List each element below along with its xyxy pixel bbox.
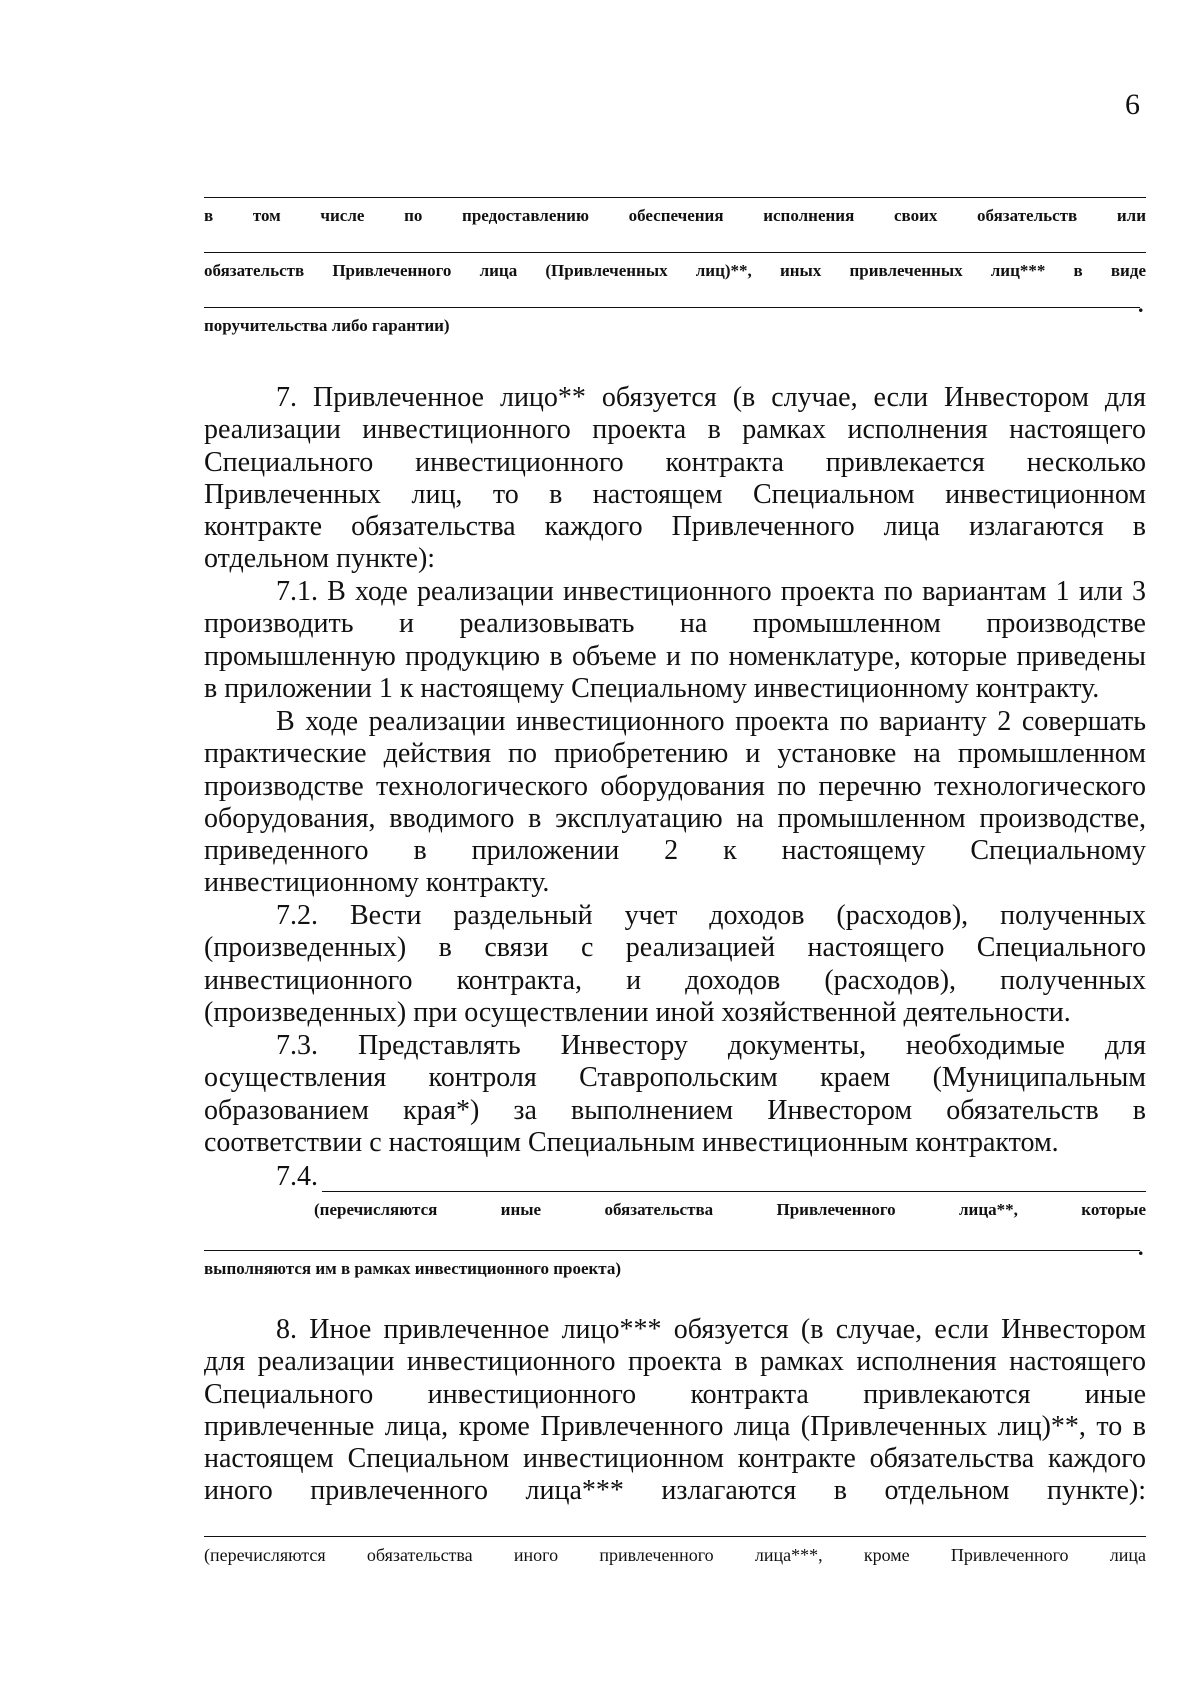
- text-line: инвестиционному контракту.: [204, 867, 550, 899]
- text-line: соответствии с настоящим Специальным инвестиционным контрактом.: [204, 1126, 1059, 1158]
- text-line: (произведенных) при осуществлении иной хозяйственной деятельности.: [204, 996, 1071, 1028]
- text-line: реализации инвестиционного проекта в рамках исполнения настоящего: [204, 414, 1146, 446]
- blank-rule: [204, 307, 1140, 308]
- text-line: практические действия по приобретению и установке на промышленном: [204, 738, 1146, 770]
- text-line: образованием края*) за выполнением Инвестором обязательств в: [204, 1094, 1146, 1126]
- footnote-line: поручительства либо гарантии): [204, 316, 450, 335]
- text-line: 7.1. В ходе реализации инвестиционного проекта по вариантам 1 или 3: [276, 576, 1146, 607]
- text-line: осуществления контроля Ставропольским краем (Муниципальным: [204, 1062, 1146, 1094]
- clause-8: [204, 1314, 1146, 1508]
- fill-line-3: [204, 307, 1146, 338]
- fill-line-5: [204, 1536, 1146, 1567]
- text-line: привлеченные лица, кроме Привлеченного лица (Привлеченных лиц)**, то в: [204, 1410, 1146, 1442]
- fill-line-2: [204, 252, 1146, 283]
- page-number: 6: [1125, 88, 1140, 121]
- clause-7-4-label: 7.4.: [276, 1161, 318, 1192]
- text-line: 7.2. Вести раздельный учет доходов (расходов), полученных: [276, 900, 1146, 931]
- clause-7-3: [204, 1030, 1146, 1159]
- blank-rule: [204, 252, 1146, 253]
- text-line: контракте обязательства каждого Привлеченного лица излагаются в: [204, 511, 1146, 543]
- text-line: иного привлеченного лица*** излагаются в отдельном пункте):: [204, 1475, 1146, 1507]
- footnote-line: (перечисляются обязательства иного привлеченного лица***, кроме Привлеченного лица: [204, 1545, 1146, 1565]
- text-line: производить и реализовывать на промышленном производстве: [204, 608, 1146, 640]
- clause-7-4-note: [314, 1194, 1146, 1222]
- footnote-line: обязательств Привлеченного лица (Привлеченных лиц)**, иных привлеченных лиц*** в виде: [204, 261, 1146, 280]
- fill-line-4: [204, 1250, 1146, 1281]
- line-end-dot: .: [1138, 292, 1144, 317]
- blank-rule: [322, 1191, 1146, 1192]
- text-line: оборудования, вводимого в эксплуатацию на промышленном производстве,: [204, 802, 1146, 834]
- text-line: 8. Иное привлеченное лицо*** обязуется (в случае, если Инвестором: [276, 1314, 1146, 1345]
- footnote-line: выполняются им в рамках инвестиционного проекта): [204, 1259, 621, 1278]
- clause-7-2: [204, 900, 1146, 1029]
- line-end-dot: .: [1138, 1235, 1144, 1260]
- text-line: Специального инвестиционного контракта привлекаются иные: [204, 1378, 1146, 1410]
- text-line: В ходе реализации инвестиционного проекта по варианту 2 совершать: [276, 706, 1146, 737]
- text-line: настоящем Специальном инвестиционном контракте обязательства каждого: [204, 1443, 1146, 1475]
- text-line: отдельном пункте):: [204, 543, 436, 575]
- text-line: приведенного в приложении 2 к настоящему Специальному: [204, 835, 1146, 867]
- text-line: 7.3. Представлять Инвестору документы, необходимые для: [276, 1030, 1146, 1061]
- clause-7: [204, 382, 1146, 576]
- text-line: промышленную продукцию в объеме и по номенклатуре, которые приведены: [204, 640, 1146, 672]
- text-line: для реализации инвестиционного проекта в рамках исполнения настоящего: [204, 1346, 1146, 1378]
- text-line: производстве технологического оборудования по перечню технологического: [204, 770, 1146, 802]
- footnote-line: (перечисляются иные обязательства Привлеченного лица**, которые: [314, 1200, 1146, 1219]
- text-line: Специального инвестиционного контракта привлекается несколько: [204, 446, 1146, 478]
- clause-7-1-variant-2: [204, 706, 1146, 900]
- blank-rule: [204, 1250, 1140, 1251]
- fill-line-1: [204, 197, 1146, 228]
- blank-rule: [204, 1536, 1146, 1537]
- clause-7-1: [204, 576, 1146, 705]
- text-line: инвестиционного контракта, и доходов (расходов), полученных: [204, 964, 1146, 996]
- text-line: в приложении 1 к настоящему Специальному инвестиционному контракту.: [204, 672, 1100, 704]
- blank-rule: [204, 197, 1146, 198]
- text-line: (произведенных) в связи с реализацией настоящего Специального: [204, 932, 1146, 964]
- footnote-line: в том числе по предоставлению обеспечения исполнения своих обязательств или: [204, 206, 1146, 225]
- text-line: 7. Привлеченное лицо** обязуется (в случае, если Инвестором для: [276, 382, 1146, 413]
- text-line: Привлеченных лиц, то в настоящем Специальном инвестиционном: [204, 478, 1146, 510]
